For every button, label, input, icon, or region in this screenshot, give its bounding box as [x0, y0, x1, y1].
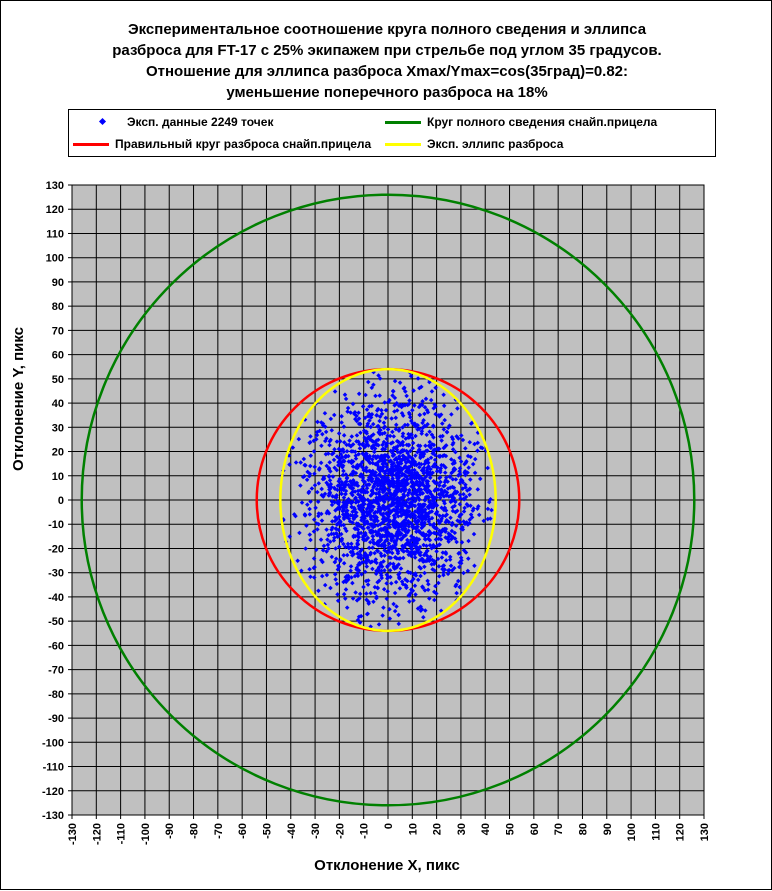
x-tick-label: 50: [504, 823, 517, 836]
x-tick-label: -60: [237, 823, 250, 839]
x-tick-label: 130: [699, 823, 711, 842]
y-tick-label: 10: [51, 470, 64, 483]
x-tick-label: -100: [139, 823, 152, 846]
x-tick-label: 40: [480, 823, 493, 836]
x-tick-label: 90: [601, 823, 614, 836]
x-tick-label: 120: [674, 823, 687, 842]
y-tick-label: -50: [48, 616, 64, 629]
x-tick-label: 70: [553, 823, 566, 836]
x-tick-label: -40: [285, 823, 298, 839]
x-tick-label: 100: [626, 823, 639, 842]
y-tick-label: 80: [51, 301, 64, 314]
y-tick-label: 20: [51, 446, 64, 459]
y-tick-label: -70: [48, 664, 64, 677]
y-tick-label: 70: [51, 325, 64, 338]
y-tick-label: 50: [51, 373, 64, 386]
y-tick-label: -20: [48, 543, 64, 556]
y-tick-label: -90: [48, 713, 64, 726]
y-tick-label: -80: [48, 688, 64, 701]
title-line-2: разброса для FT-17 с 25% экипажем при стрельбе под углом 35 градусов.: [112, 42, 662, 59]
y-tick-label: -120: [41, 785, 64, 798]
y-tick-label: 30: [51, 422, 64, 435]
x-tick-label: 80: [577, 823, 590, 836]
x-tick-label: -50: [261, 823, 274, 839]
x-tick-label: -130: [67, 823, 79, 846]
legend-points-label: Эксп. данные 2249 точек: [127, 115, 274, 129]
y-tick-label: -60: [48, 640, 64, 653]
plot-area: [1, 1, 772, 891]
y-tick-label: 120: [45, 204, 64, 217]
y-tick-label: -110: [42, 761, 64, 774]
x-tick-label: 30: [455, 823, 468, 836]
x-axis-label: Отклонение X, пикс: [314, 857, 460, 874]
y-tick-label: 40: [51, 398, 64, 411]
y-tick-label: -10: [48, 519, 64, 532]
x-tick-label: -10: [358, 823, 371, 839]
y-tick-label: 130: [45, 180, 64, 192]
title-line-4: уменьшение поперечного разброса на 18%: [226, 84, 548, 101]
y-tick-label: 60: [51, 349, 64, 362]
x-tick-label: -30: [310, 823, 323, 839]
legend-green-label: Круг полного сведения снайп.прицела: [427, 115, 658, 129]
y-tick-label: 0: [57, 495, 64, 507]
x-tick-label: -90: [164, 823, 177, 839]
x-tick-label: 110: [650, 823, 663, 841]
x-tick-label: -20: [334, 823, 347, 839]
x-tick-label: 20: [431, 823, 444, 836]
y-tick-label: 100: [45, 252, 64, 265]
x-tick-label: -120: [91, 823, 104, 846]
legend-yellow-label: Эксп. эллипс разброса: [427, 137, 564, 151]
y-tick-label: -30: [48, 567, 64, 580]
x-tick-label: -80: [188, 823, 201, 839]
y-tick-label: 110: [46, 228, 64, 241]
x-tick-label: 10: [407, 823, 420, 836]
y-tick-label: -40: [48, 591, 64, 604]
title-line-3: Отношение для эллипса разброса Xmax/Ymax=cos(35град)=0.82:: [145, 63, 629, 80]
y-axis-label: Отклонение Y, пикс: [10, 326, 27, 471]
legend-red-label: Правильный круг разброса снайп.прицела: [115, 137, 372, 151]
y-tick-label: -100: [41, 737, 64, 750]
x-tick-label: -110: [115, 823, 128, 845]
x-tick-label: 60: [528, 823, 541, 836]
x-tick-label: 0: [383, 823, 395, 830]
title-line-1: Экспериментальное соотношение круга полного сведения и эллипса: [127, 21, 647, 38]
y-tick-label: -130: [41, 810, 64, 822]
y-tick-label: 90: [51, 276, 64, 289]
x-tick-label: -70: [212, 823, 225, 839]
